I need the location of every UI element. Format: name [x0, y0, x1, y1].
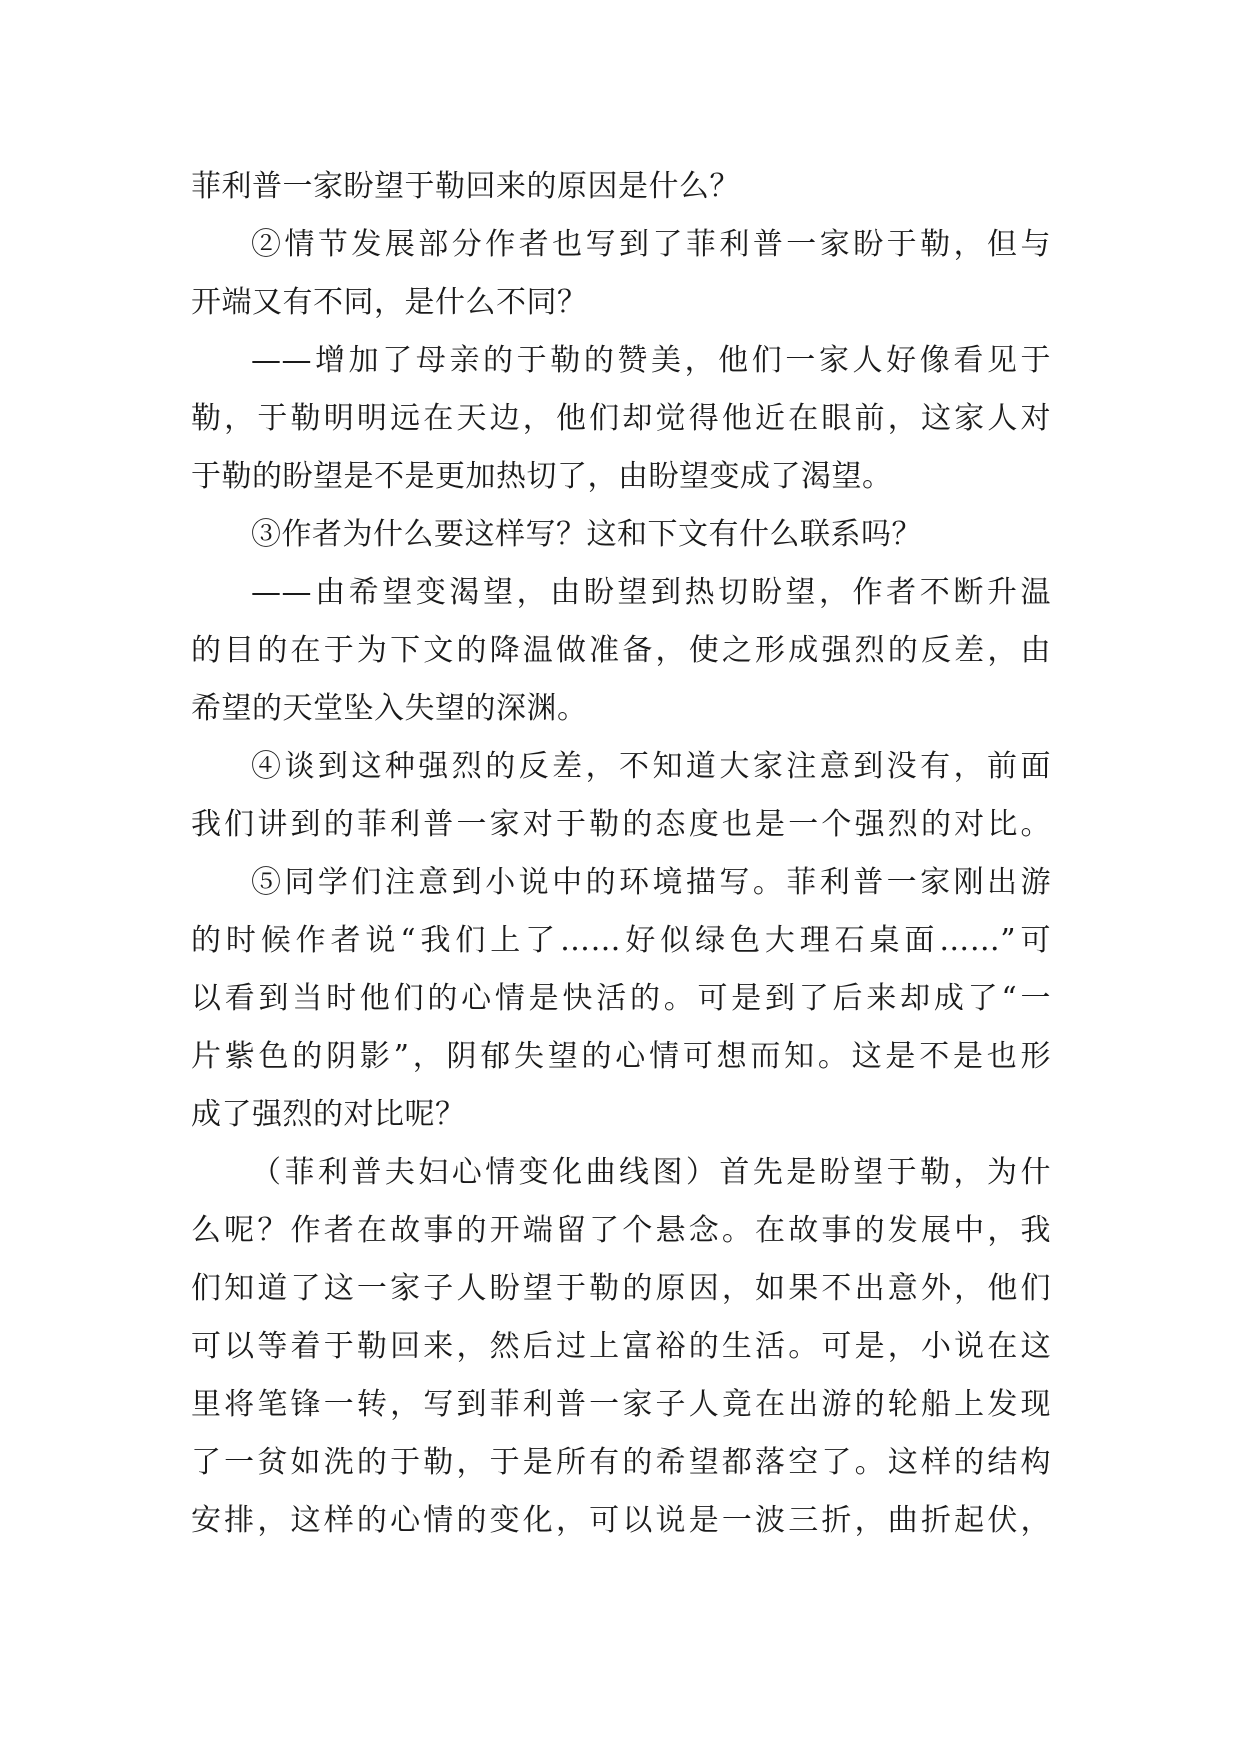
text-line: 的目的在于为下文的降温做准备，使之形成强烈的反差，由	[191, 633, 1051, 668]
text-line: ⑤同学们注意到小说中的环境描写。菲利普一家刚出游	[251, 865, 1051, 900]
text-line: ③作者为什么要这样写？这和下文有什么联系吗？	[251, 517, 922, 552]
text-line: 片紫色的阴影”，阴郁失望的心情可想而知。这是不是也形	[191, 1039, 1051, 1074]
text-line: 成了强烈的对比呢？	[191, 1097, 466, 1132]
text-line: 可以等着于勒回来，然后过上富裕的生活。可是，小说在这	[191, 1329, 1051, 1364]
text-line: （菲利普夫妇心情变化曲线图）首先是盼望于勒，为什	[251, 1155, 1051, 1190]
text-line: ④谈到这种强烈的反差，不知道大家注意到没有，前面	[251, 749, 1051, 784]
text-line: 了一贫如洗的于勒，于是所有的希望都落空了。这样的结构	[191, 1445, 1051, 1480]
text-line: 们知道了这一家子人盼望于勒的原因，如果不出意外，他们	[191, 1271, 1051, 1306]
text-line: 么呢？作者在故事的开端留了个悬念。在故事的发展中，我	[191, 1213, 1051, 1248]
text-line: 的时候作者说“我们上了……好似绿色大理石桌面……”可	[191, 923, 1051, 958]
text-line: ——增加了母亲的于勒的赞美，他们一家人好像看见于	[251, 343, 1051, 378]
text-line: 菲利普一家盼望于勒回来的原因是什么？	[191, 169, 740, 204]
body-text	[191, 158, 1051, 1550]
text-line: 里将笔锋一转，写到菲利普一家子人竟在出游的轮船上发现	[191, 1387, 1051, 1422]
text-line: 安排，这样的心情的变化，可以说是一波三折，曲折起伏，	[191, 1503, 1051, 1538]
text-line: 我们讲到的菲利普一家对于勒的态度也是一个强烈的对比。	[191, 807, 1051, 842]
text-line: 希望的天堂坠入失望的深渊。	[191, 691, 588, 726]
text-line: ——由希望变渴望，由盼望到热切盼望，作者不断升温	[251, 575, 1051, 610]
text-line: 以看到当时他们的心情是快活的。可是到了后来却成了“一	[191, 981, 1051, 1016]
text-line: 于勒的盼望是不是更加热切了，由盼望变成了渴望。	[191, 459, 893, 494]
text-line: 勒，于勒明明远在天边，他们却觉得他近在眼前，这家人对	[191, 401, 1051, 436]
text-line: ②情节发展部分作者也写到了菲利普一家盼于勒，但与	[251, 227, 1051, 262]
text-line: 开端又有不同，是什么不同？	[191, 285, 588, 320]
